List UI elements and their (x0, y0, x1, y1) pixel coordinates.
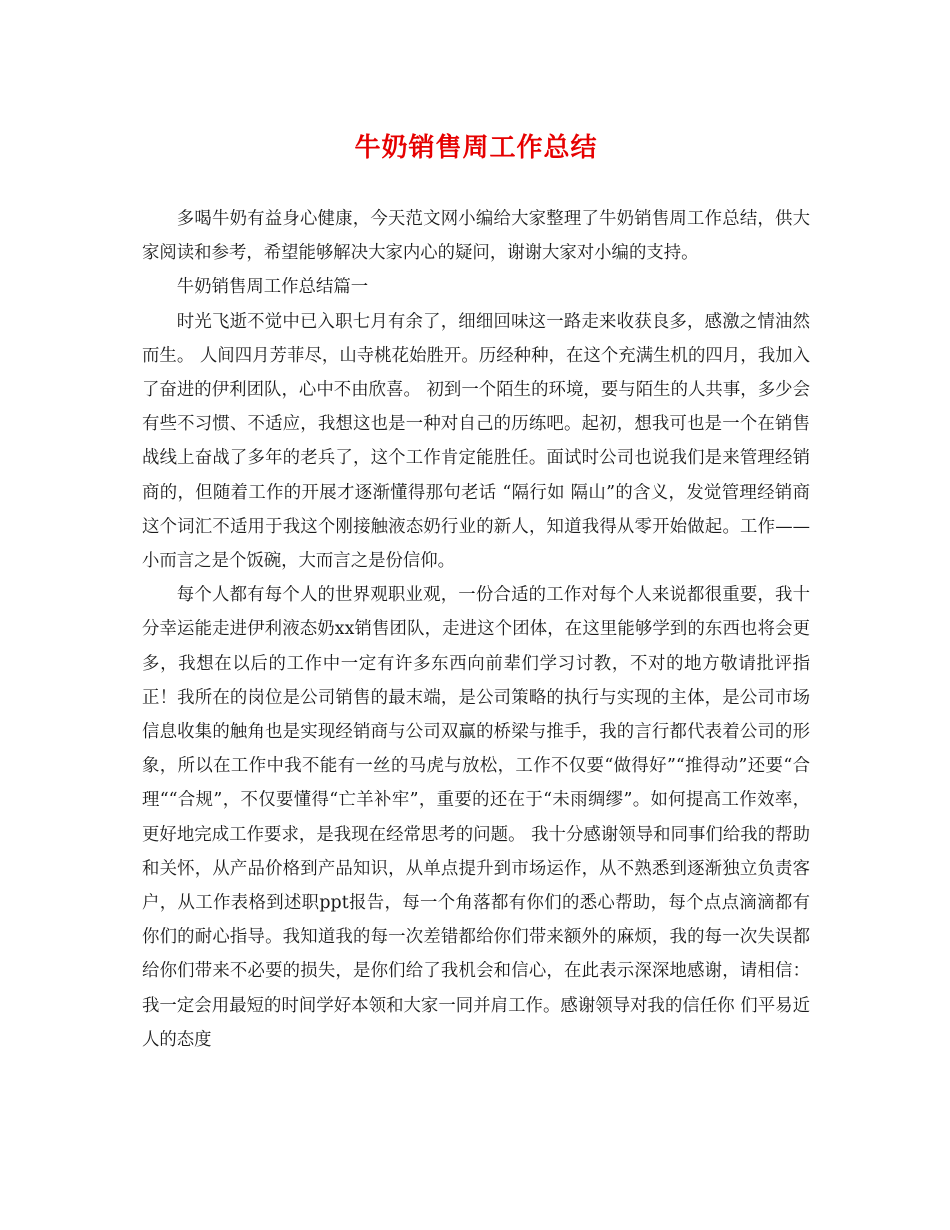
document-page (142, 128, 810, 1057)
document-title: 牛奶销售周工作总结 (354, 133, 598, 163)
paragraph-body-1: 时光飞逝不觉中已入职七月有余了，细细回味这一路走来收获良多，感激之情油然而生。 人间四月芳菲尽，山寺桃花始胜开。历经种种，在这个充满生机的四月，我加入了奋进的伊利团队，心中不由欣喜。 初到一个陌生的环境，要与陌生的人共事，多少会有些不习惯、不适应，我想这也是一种对自己的历练吧。起初，想我可也是一个在销售战线上奋战了多年的老兵了，这个工作肯定能胜任。面试时公司也说我们是来管理经销商的，但随着工作的开展才逐渐懂得那句老话 “隔行如 隔山”的含义，发觉管理经销商这个词汇不适用于我这个刚接触液态奶行业的新人，知道我得从零开始做起。工作——小而言之是个饭碗，大而言之是份信仰。 (142, 311, 810, 572)
paragraph-body-2: 每个人都有每个人的世界观职业观，一份合适的工作对每个人来说都很重要，我十分幸运能走进伊利液态奶xx销售团队，走进这个团体，在这里能够学到的东西也将会更多，我想在以后的工作中一定有许多东西向前辈们学习讨教，不对的地方敬请批评指正！我所在的岗位是公司销售的最末端，是公司策略的执行与实现的主体，是公司市场信息收集的触角也是实现经销商与公司双赢的桥梁与推手，我的言行都代表着公司的形象，所以在工作中我不能有一丝的马虎与放松，工作不仅要“做得好”“推得动”还要“合理““合规”，不仅要懂得“亡羊补牢”，重要的还在于“未雨绸缪”。如何提高工作效率，更好地完成工作要求，是我现在经常思考的问题。 我十分感谢领导和同事们给我的帮助和关怀，从产品价格到产品知识，从单点提升到市场运作，从不熟悉到逐渐独立负责客户，从工作表格到述职ppt报告，每一个角落都有你们的悉心帮助，每个点点滴滴都有你们的耐心指导。我知道我的每一次差错都给你们带来额外的麻烦，我的每一次失误都给你们带来不必要的损失，是你们给了我机会和信心，在此表示深深地感谢，请相信：我一定会用最短的时间学好本领和大家一同并肩工作。感谢领导对我的信任你 们平易近人的态度 (142, 585, 810, 1050)
paragraph-section-heading: 牛奶销售周工作总结篇一 (176, 277, 369, 298)
paragraph-intro: 多喝牛奶有益身心健康，今天范文网小编给大家整理了牛奶销售周工作总结，供大家阅读和参考，希望能够解决大家内心的疑问，谢谢大家对小编的支持。 (142, 209, 810, 264)
